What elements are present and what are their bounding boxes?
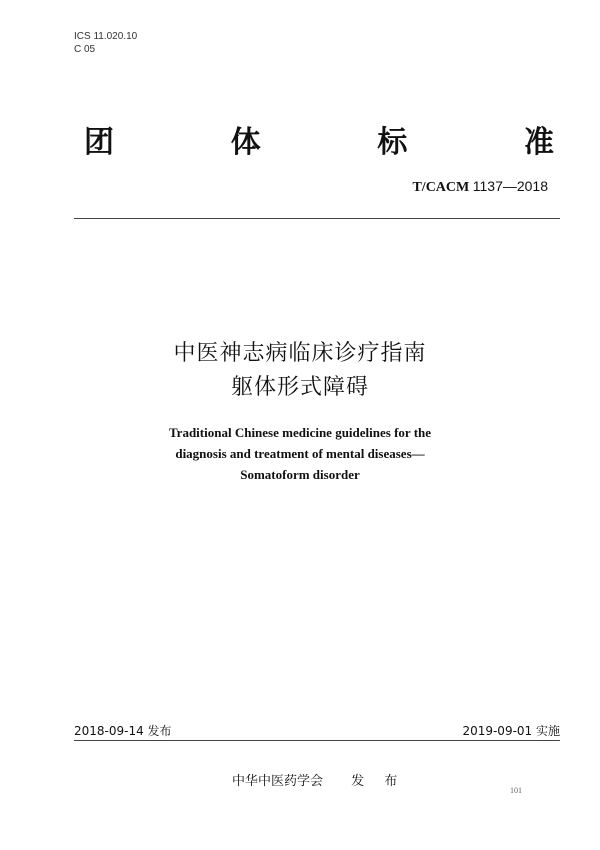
issue-date: 2018-09-14 发布 [74,724,172,738]
classification-codes [74,30,137,56]
bottom-divider [74,740,560,741]
date-row [74,722,560,739]
english-title-line3: Somatoform disorder [240,467,360,482]
english-title-line1: Traditional Chinese medicine guidelines for the [168,425,432,440]
chinese-title-line2: 躯体形式障碍 [230,375,369,400]
standard-number [412,178,548,196]
ics-code: ICS 11.020.10 [74,31,138,42]
chinese-title-line1: 中医神志病临床诊疗指南 [173,341,427,366]
standard-number-prefix: T/CACM [412,180,470,195]
implementation-date: 2019-09-01 实施 [462,724,560,738]
standard-type-title [84,117,554,161]
english-title-line2: diagnosis and treatment of mental diseases— [175,446,425,461]
top-divider [74,218,560,219]
standard-type-char: 体 [230,125,261,160]
standard-type-char: 团 [84,125,114,160]
publisher-name: 中华中医药学会 [232,774,324,789]
english-title [0,422,600,485]
standard-type-char: 准 [523,125,554,160]
publisher-line [232,770,405,789]
publisher-action: 发 布 [351,774,406,789]
standard-number-value: 1137—2018 [472,178,548,194]
ccs-code: C 05 [74,44,96,55]
page-number: 101 [510,786,522,795]
standard-type-char: 标 [377,125,408,160]
